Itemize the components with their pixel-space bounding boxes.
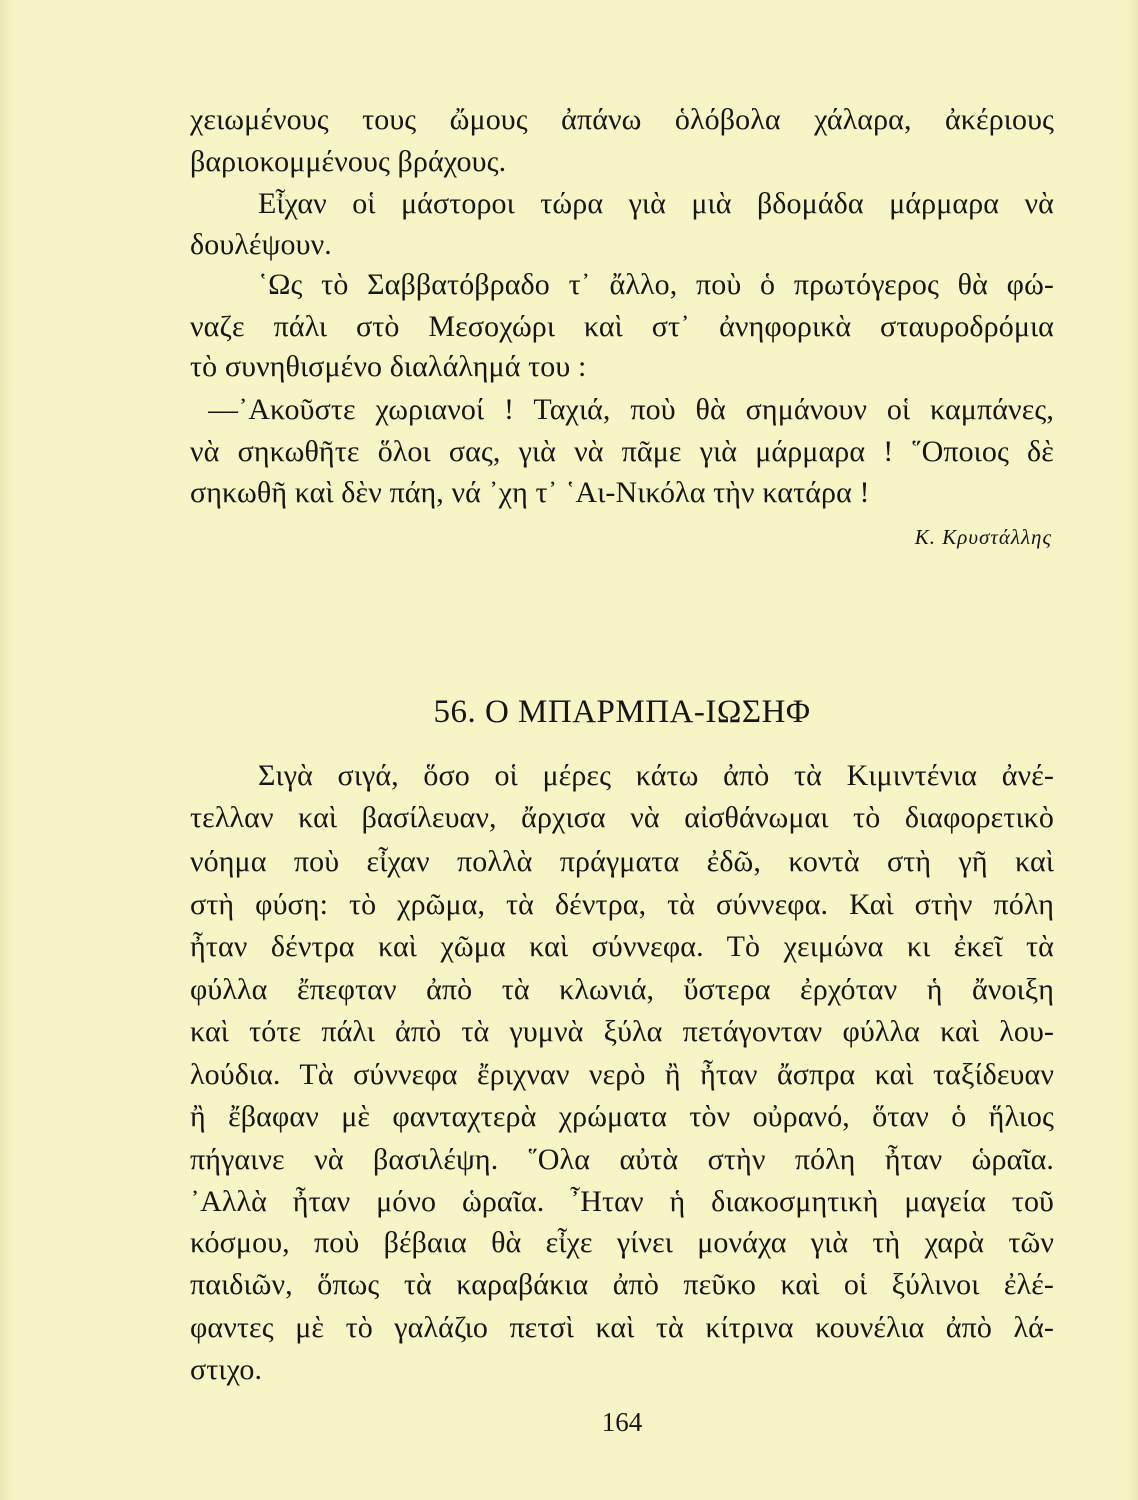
text-line: στιχο.: [190, 1353, 263, 1386]
text-line: κόσμου, ποὺ βέβαια θὰ εἶχε γίνει μονάχα γιὰ τὴ χαρὰ τῶν: [190, 1226, 1054, 1259]
text-line: Εἶχαν οἱ μάστοροι τώρα γιὰ μιὰ βδομάδα μάρμαρα νὰ: [258, 187, 1054, 220]
text-line: ναζε πάλι στὸ Μεσοχώρι καὶ στ᾿ ἀνηφορικὰ σταυροδρόμια: [190, 310, 1054, 343]
text-line: πήγαινε νὰ βασιλέψη. ῞Ολα αὐτὰ στὴν πόλη ἦταν ὡραῖα.: [190, 1143, 1054, 1176]
text-line: ἢ ἔβαφαν μὲ φανταχτερὰ χρώματα τὸν οὐρανό, ὅταν ὁ ἥλιος: [190, 1100, 1054, 1133]
text-line: δουλέψουν.: [190, 228, 332, 261]
text-line: ῾Ως τὸ Σαββατόβραδο τ᾿ ἄλλο, ποὺ ὁ πρωτόγερος θὰ φώ-: [258, 268, 1054, 301]
text-line: νὰ σηκωθῆτε ὅλοι σας, γιὰ νὰ πᾶμε γιὰ μάρμαρα ! ῞Οποιος δὲ: [190, 435, 1054, 468]
text-line: σηκωθῆ καὶ δὲν πάη, νά ᾿χη τ᾿ ῾Αι-Νικόλα τὴν κατάρα !: [190, 476, 870, 509]
text-line: φαντες μὲ τὸ γαλάζιο πετσὶ καὶ τὰ κίτρινα κουνέλια ἀπὸ λά-: [190, 1311, 1054, 1344]
text-line: στὴ φύση: τὸ χρῶμα, τὰ δέντρα, τὰ σύννεφα. Καὶ στὴν πόλη: [190, 888, 1054, 921]
text-line: —᾿Ακοῦστε χωριανοί ! Ταχιά, ποὺ θὰ σημάνουν οἱ καμπάνες,: [208, 393, 1054, 426]
text-line: νόημα ποὺ εἶχαν πολλὰ πράγματα ἐδῶ, κοντὰ στὴ γῆ καὶ: [190, 845, 1054, 878]
text-line: χειωμένους τους ὤμους ἀπάνω ὁλόβολα χάλαρα, ἀκέριους: [190, 103, 1054, 136]
text-line: ᾿Αλλὰ ἦταν μόνο ὡραῖα. ῏Ηταν ἡ διακοσμητικὴ μαγεία τοῦ: [190, 1185, 1054, 1218]
page-number: 164: [601, 1407, 643, 1437]
text-line: βαριοκομμένους βράχους.: [190, 145, 507, 178]
text-line: ἦταν δέντρα καὶ χῶμα καὶ σύννεφα. Τὸ χειμώνα κι ἐκεῖ τὰ: [190, 930, 1054, 963]
text-line: λούδια. Τὰ σύννεφα ἔριχναν νερὸ ἢ ἦταν ἄσπρα καὶ ταξίδευαν: [190, 1058, 1054, 1091]
text-line: Σιγὰ σιγά, ὅσο οἱ μέρες κάτω ἀπὸ τὰ Κιμιντένια ἀνέ-: [258, 759, 1054, 792]
text-line: παιδιῶν, ὅπως τὰ καραβάκια ἀπὸ πεῦκο καὶ οἱ ξύλινοι ἐλέ-: [190, 1268, 1054, 1301]
text-line: φύλλα ἔπεφταν ἀπὸ τὰ κλωνιά, ὕστερα ἐρχόταν ἡ ἄνοιξη: [190, 973, 1054, 1006]
text-line: καὶ τότε πάλι ἀπὸ τὰ γυμνὰ ξύλα πετάγονταν φύλλα καὶ λου-: [190, 1015, 1054, 1048]
text-line: τὸ συνηθισμένο διαλάλημά του :: [190, 350, 587, 383]
text-line: τελλαν καὶ βασίλευαν, ἄρχισα νὰ αἰσθάνωμαι τὸ διαφορετικὸ: [190, 801, 1054, 834]
author-signature: Κ. Κρυστάλλης: [914, 525, 1052, 549]
chapter-heading: 56. Ο ΜΠΑΡΜΠΑ-ΙΩΣΗΦ: [433, 694, 811, 730]
